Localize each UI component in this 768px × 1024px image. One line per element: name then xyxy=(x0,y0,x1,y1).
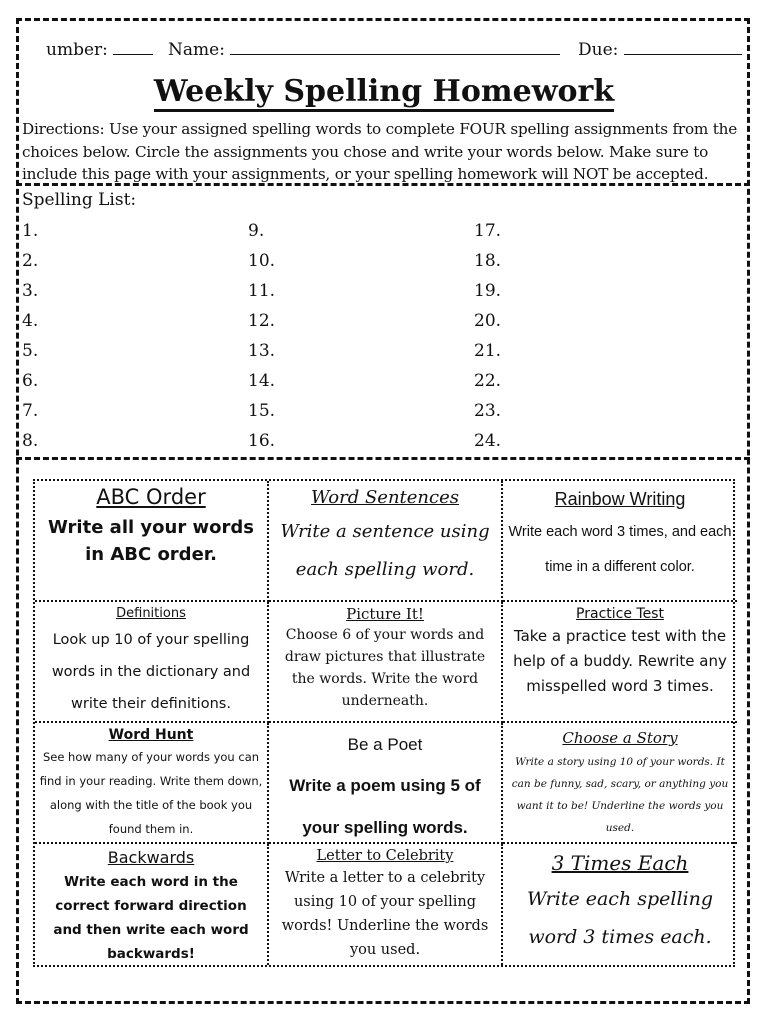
spelling-line[interactable]: 3. xyxy=(22,281,39,301)
spelling-line[interactable]: 22. xyxy=(474,371,502,391)
spelling-line[interactable]: 14. xyxy=(248,371,276,391)
assignment-description: Write each spelling word 3 times each. xyxy=(526,888,714,948)
assignment-title: Letter to Celebrity xyxy=(316,848,454,864)
spelling-line[interactable]: 10. xyxy=(248,251,276,271)
assignment-be-a-poet[interactable] xyxy=(269,723,503,844)
assignment-description: Write a sentence using each spelling word. xyxy=(280,521,490,580)
assignment-practice-test[interactable] xyxy=(503,602,737,723)
divider-bottom xyxy=(16,457,750,460)
assignment-title: Choose a Story xyxy=(562,729,678,747)
spelling-line[interactable]: 16. xyxy=(248,431,276,451)
spelling-line[interactable]: 19. xyxy=(474,281,502,301)
assignment-title: Word Hunt xyxy=(108,727,194,743)
number-field xyxy=(46,38,153,60)
divider-top xyxy=(16,183,750,186)
header-row xyxy=(46,38,746,62)
assignment-description: Write a story using 10 of your words. It can be funny, sad, scary, or anything you want it to be! Underline the words you used. xyxy=(511,756,729,834)
assignment-definitions[interactable] xyxy=(35,602,269,723)
assignment-letter-to-celebrity[interactable] xyxy=(269,844,503,965)
spelling-list-column-1 xyxy=(22,220,38,460)
assignment-description: Write all your words in ABC order. xyxy=(48,517,254,565)
assignment-title: Definitions xyxy=(116,606,186,621)
spelling-line[interactable]: 21. xyxy=(474,341,502,361)
number-label: umber: xyxy=(46,40,108,60)
spelling-line[interactable]: 8. xyxy=(22,431,39,451)
assignment-description: Write each word 3 times, and each time in a different color. xyxy=(508,524,732,575)
name-blank[interactable] xyxy=(230,38,560,55)
spelling-line[interactable]: 13. xyxy=(248,341,276,361)
assignment-description: Choose 6 of your words and draw pictures that illustrate the words. Write the word underneath. xyxy=(284,627,486,709)
assignment-description: Write a letter to a celebrity using 10 of your spelling words! Underline the words you used. xyxy=(281,870,489,958)
spelling-list-column-2 xyxy=(248,220,275,460)
assignment-title: Word Sentences xyxy=(311,487,459,508)
due-field xyxy=(578,38,742,60)
due-label: Due: xyxy=(578,40,619,60)
spelling-line[interactable]: 4. xyxy=(22,311,39,331)
assignment-description: Write a poem using 5 of your spelling words. xyxy=(289,776,481,837)
spelling-line[interactable]: 9. xyxy=(248,221,265,241)
spelling-line[interactable]: 12. xyxy=(248,311,276,331)
assignment-description: Look up 10 of your spelling words in the dictionary and write their definitions. xyxy=(51,632,251,712)
assignment-choose-a-story[interactable] xyxy=(503,723,737,844)
assignment-title: Be a Poet xyxy=(347,735,423,754)
name-field xyxy=(168,38,560,60)
spelling-line[interactable]: 2. xyxy=(22,251,39,271)
spelling-list-title: Spelling List: xyxy=(22,190,137,210)
name-label: Name: xyxy=(168,40,225,60)
assignment-word-hunt[interactable] xyxy=(35,723,269,844)
assignment-title: Backwards xyxy=(107,848,195,867)
spelling-line[interactable]: 18. xyxy=(474,251,502,271)
number-blank[interactable] xyxy=(113,38,153,55)
assignment-title: ABC Order xyxy=(96,485,206,509)
assignment-description: Write each word in the correct forward direction and then write each word backwards! xyxy=(53,874,249,962)
spelling-line[interactable]: 15. xyxy=(248,401,276,421)
spelling-line[interactable]: 1. xyxy=(22,221,39,241)
spelling-line[interactable]: 23. xyxy=(474,401,502,421)
page-title: Weekly Spelling Homework xyxy=(0,74,768,109)
assignment-title: Rainbow Writing xyxy=(554,489,686,509)
assignment-picture-it[interactable] xyxy=(269,602,503,723)
spelling-line[interactable]: 24. xyxy=(474,431,502,451)
assignment-rainbow-writing[interactable] xyxy=(503,481,737,602)
spelling-list-column-3 xyxy=(474,220,501,460)
spelling-line[interactable]: 7. xyxy=(22,401,39,421)
spelling-line[interactable]: 6. xyxy=(22,371,39,391)
spelling-line[interactable]: 20. xyxy=(474,311,502,331)
assignment-choice-board xyxy=(33,479,735,967)
assignment-title: 3 Times Each xyxy=(551,851,689,875)
assignment-backwards[interactable] xyxy=(35,844,269,965)
spelling-line[interactable]: 5. xyxy=(22,341,39,361)
assignment-title: Practice Test xyxy=(576,606,664,622)
assignment-description: See how many of your words you can find in your reading. Write them down, along with the title of the book you found them in. xyxy=(39,750,263,836)
directions-text: Directions: Use your assigned spelling words to complete FOUR spelling assignments from the choices below. Circle the assignments you chose and write your words below. Make sure to include this page with your assignments, or your spelling homework will NOT be accepted. xyxy=(22,120,738,183)
assignment-title: Picture It! xyxy=(346,605,424,623)
assignment-word-sentences[interactable] xyxy=(269,481,503,602)
assignment-3-times-each[interactable] xyxy=(503,844,737,965)
assignment-description: Take a practice test with the help of a buddy. Rewrite any misspelled word 3 times. xyxy=(513,627,727,695)
spelling-line[interactable]: 17. xyxy=(474,221,502,241)
spelling-line[interactable]: 11. xyxy=(248,281,276,301)
assignment-abc-order[interactable] xyxy=(35,481,269,602)
due-blank[interactable] xyxy=(624,38,742,55)
